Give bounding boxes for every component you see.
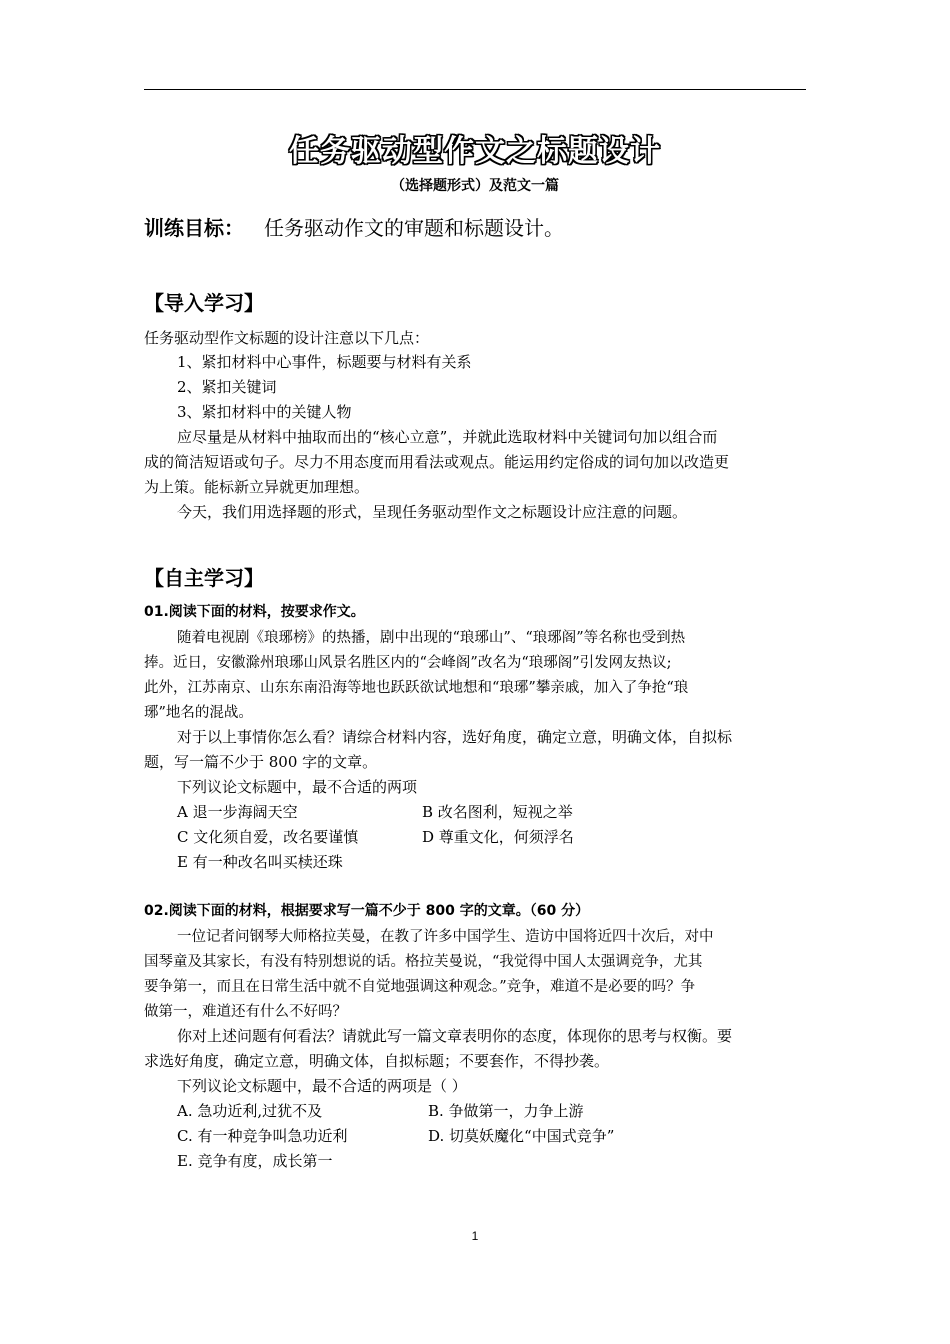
- intro-point: 1、紧扣材料中心事件，标题要与材料有关系: [177, 353, 472, 371]
- question-1-option-e: E 有一种改名叫买椟还珠: [177, 853, 343, 871]
- intro-paragraph-line: 成的简洁短语或句子。尽力不用态度而用看法或观点。能运用约定俗成的词句加以改造更: [144, 453, 730, 471]
- question-1-material-line: 捧。近日，安徽滁州琅琊山风景名胜区内的“会峰阁”改名为“琅琊阁”引发网友热议;: [144, 655, 672, 671]
- question-1-material-line: 此外，江苏南京、山东东南沿海等地也跃跃欲试地想和“琅琊”攀亲戚，加入了争抢“琅: [144, 680, 689, 696]
- question-1-option-d: D 尊重文化，何须浮名: [422, 828, 574, 846]
- intro-paragraph-2: 今天，我们用选择题的形式，呈现任务驱动型作文之标题设计应注意的问题。: [177, 503, 688, 521]
- question-2-material-line: 一位记者问钢琴大师格拉芙曼，在教了许多中国学生、造访中国将近四十次后，对中: [177, 929, 714, 945]
- question-1-task-line: 对于以上事情你怎么看？请综合材料内容，选好角度，确定立意，明确文体，自拟标: [177, 728, 733, 746]
- question-2-material-line: 做第一，难道还有什么不好吗？: [144, 1004, 347, 1020]
- question-2-option-a: A. 急功近利,过犹不及: [177, 1102, 323, 1120]
- question-2-material-line: 要争第一，而且在日常生活中就不自觉地强调这种观念。”竞争，难道不是必要的吗？争: [144, 979, 696, 995]
- question-1-material-line: 琊”地名的混战。: [144, 705, 253, 721]
- intro-paragraph-line: 应尽量是从材料中抽取而出的“核心立意”，并就此选取材料中关键词句加以组合而: [177, 428, 718, 446]
- question-2-option-e: E. 竞争有度，成长第一: [177, 1152, 333, 1170]
- question-2-task-line: 求选好角度，确定立意，明确文体，自拟标题；不要套作，不得抄袭。: [144, 1052, 610, 1070]
- question-1-task-line: 题，写一篇不少于 800 字的文章。: [144, 753, 378, 771]
- question-2-heading: 02.阅读下面的材料，根据要求写一篇不少于 800 字的文章。（60 分）: [144, 903, 590, 919]
- question-2-option-b: B. 争做第一，力争上游: [428, 1102, 584, 1120]
- question-1-option-b: B 改名图利，短视之举: [422, 803, 573, 821]
- self-study-heading: 【自主学习】: [144, 566, 264, 590]
- page-number: 1: [471, 1229, 479, 1243]
- header-rule: [144, 89, 806, 90]
- intro-lead: 任务驱动型作文标题的设计注意以下几点：: [144, 329, 430, 347]
- training-goal: [144, 212, 564, 241]
- intro-point: 3、紧扣材料中的关键人物: [177, 403, 352, 421]
- training-goal-label: 训练目标：: [144, 216, 244, 240]
- question-1-material-line: 随着电视剧《琅琊榜》的热播，剧中出现的“琅琊山”、“琅琊阁”等名称也受到热: [177, 630, 686, 646]
- document-subtitle: （选择题形式）及范文一篇: [391, 178, 559, 194]
- question-1-prompt: 下列议论文标题中，最不合适的两项: [177, 778, 418, 796]
- document-title: 任务驱动型作文之标题设计: [289, 134, 661, 169]
- question-2-prompt: 下列议论文标题中，最不合适的两项是（ ）: [177, 1077, 467, 1095]
- question-2-option-d: D. 切莫妖魔化“中国式竞争”: [428, 1127, 615, 1145]
- question-1-option-c: C 文化须自爱，改名要谨慎: [177, 828, 359, 846]
- question-1-option-a: A 退一步海阔天空: [177, 803, 298, 821]
- question-2-material-line: 国琴童及其家长，有没有特别想说的话。格拉芙曼说，“我觉得中国人太强调竞争，尤其: [144, 954, 703, 970]
- intro-heading: 【导入学习】: [144, 291, 264, 315]
- question-2-task-line: 你对上述问题有何看法？请就此写一篇文章表明你的态度，体现你的思考与权衡。要: [177, 1027, 733, 1045]
- question-1-heading: 01.阅读下面的材料，按要求作文。: [144, 604, 365, 620]
- intro-point: 2、紧扣关键词: [177, 378, 277, 396]
- intro-paragraph-line: 为上策。能标新立异就更加理想。: [144, 478, 370, 496]
- training-goal-text: 任务驱动作文的审题和标题设计。: [264, 216, 564, 240]
- question-2-option-c: C. 有一种竞争叫急功近利: [177, 1127, 348, 1145]
